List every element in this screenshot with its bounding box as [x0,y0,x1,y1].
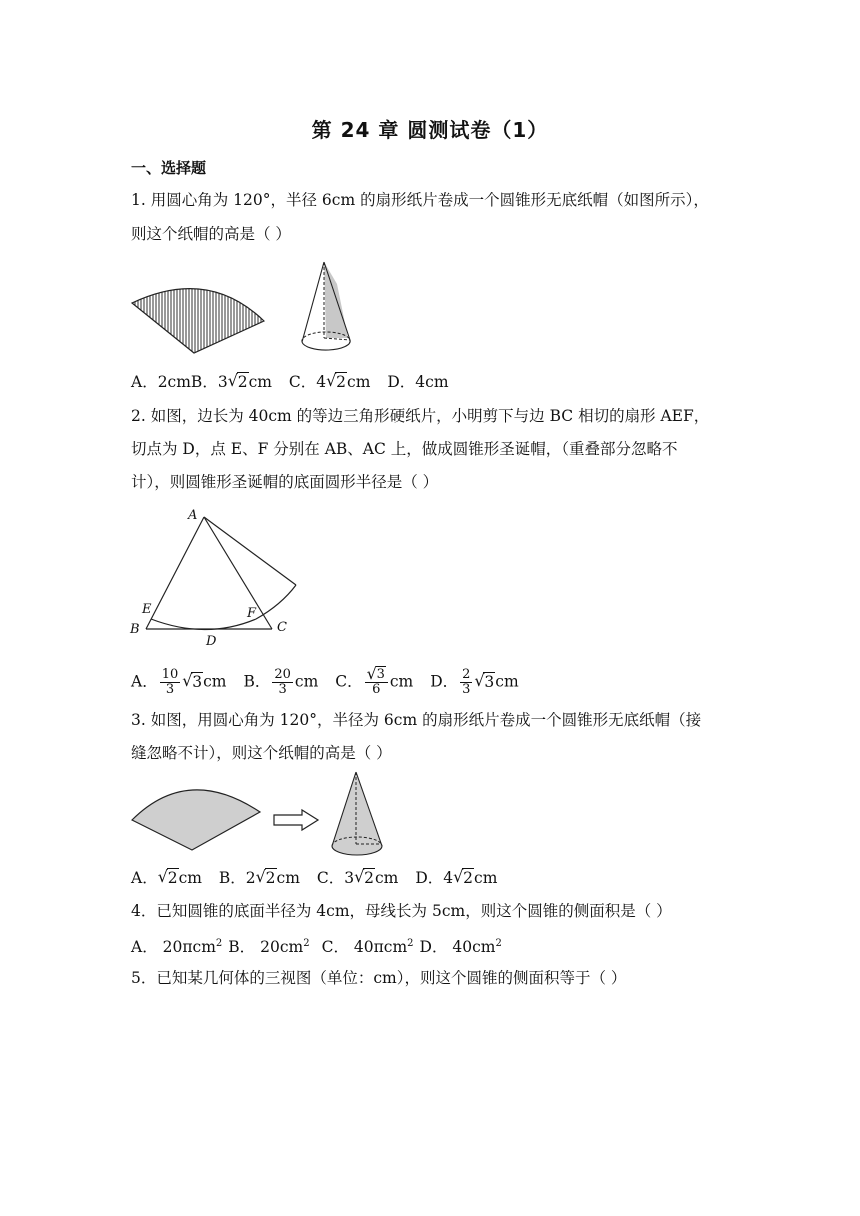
q4-options [131,934,502,957]
q2-option-d-sqrt: √ 3 [474,670,495,691]
q2-label-a: A [188,508,198,523]
q2-label-e: E [142,602,152,617]
q1-options [131,372,449,392]
page-title: 第 24 章 圆测试卷（1） [311,118,549,142]
q3-option-c-sqrt: √ 2 [354,867,374,887]
q3-stem-line1: 3. 如图，用圆心角为 120°，半径为 6cm 的扇形纸片卷成一个圆锥形无底纸帽（接 [131,711,702,729]
q3-option-c-coef: 3 [344,869,355,887]
section-heading: 一、选择题 [131,159,207,177]
q1-option-c-unit: cm [347,373,371,391]
q3-option-d-label: D． [415,869,444,887]
q2-option-a-label: A． [131,672,158,691]
q3-option-a-sqrt: √ 2 [157,867,178,887]
q3-options [131,868,497,888]
q2-option-a-fraction: $\frac{10}{3}$ [161,667,179,697]
q1-stem-line2: 则这个纸帽的高是（ ） [131,225,291,243]
q1-option-b-unit: cm [248,373,272,391]
q2-label-c: C [277,620,287,635]
q3-option-b-sqrt: √ 2 [255,867,276,887]
q2-option-c-unit: cm [389,672,414,691]
q1-option-b-coef: 3 [217,373,228,391]
q3-cone-figure [326,768,390,864]
q4-option-c: C． 40πcm$^2$ [321,938,414,957]
q1-option-a: A．2cmB． [131,373,218,391]
q2-option-a-sqrt: √ 3 [182,670,203,691]
q2-option-b-fraction: $\frac{20}{3}$ [274,667,291,697]
q2-option-b-unit: cm [294,672,319,691]
q2-option-d-label: D． [430,672,459,691]
q3-option-c-unit: cm [375,869,399,887]
q3-option-d-unit: cm [474,869,498,887]
q3-option-d-coef: 4 [443,869,454,887]
q5-stem: 5．已知某几何体的三视图（单位：cm），则这个圆锥的侧面积等于（ ） [131,969,627,987]
q2-stem-line2: 切点为 D，点 E、F 分别在 AB、AC 上，做成圆锥形圣诞帽，（重叠部分忽略不 [131,440,678,458]
q3-option-c-label: C． [316,869,345,887]
q3-option-a-unit: cm [178,869,202,887]
q3-option-b-coef: 2 [245,869,256,887]
q1-option-c-sqrt: √ 2 [326,371,347,391]
q2-stem-line1: 2. 如图，边长为 40cm 的等边三角形硬纸片，小明剪下与边 BC 相切的扇形 AEF， [131,407,710,425]
q2-label-d: D [206,634,217,649]
q2-option-b-label: B． [243,672,271,691]
q3-option-d-sqrt: √ 2 [453,867,474,887]
q4-option-b: B． $20cm^2$ [228,938,310,957]
q2-option-d-unit: cm [495,672,519,691]
q4-option-d: D． $40cm^2$ [419,938,502,957]
q1-option-c-coef: 4 [316,373,327,391]
q3-sector-figure [128,778,264,854]
q2-option-c-label: C． [335,672,363,691]
q1-option-d: D．4cm [387,373,449,391]
q4-option-a: A． 20πcm$^2$ [131,938,223,957]
q2-option-d-fraction: $\frac{2}{3}$ [462,667,471,697]
q2-stem-line3: 计），则圆锥形圣诞帽的底面圆形半径是（ ） [131,473,439,491]
q3-option-b-unit: cm [276,869,300,887]
q3-option-a-label: A． [131,869,158,887]
q4-stem: 4．已知圆锥的底面半径为 4cm，母线长为 5cm，则这个圆锥的侧面积是（ ） [131,902,672,920]
q1-option-b-sqrt: √ 2 [227,371,248,391]
q2-option-c-fraction: √ 3 6 [365,668,388,697]
q1-sector-figure [128,275,273,357]
q3-option-b-label: B． [218,869,246,887]
q2-label-f: F [247,606,257,621]
q2-triangle-sector-figure [126,505,306,650]
q2-label-b: B [130,622,140,637]
q2-options [131,664,519,697]
q1-cone-figure [296,258,358,358]
q1-option-c-label: C． [288,373,317,391]
q3-stem-line2: 缝忽略不计），则这个纸帽的高是（ ） [131,744,392,762]
q1-stem-line1: 1. 用圆心角为 120°，半径 6cm 的扇形纸片卷成一个圆锥形无底纸帽（如图所示）， [131,191,709,209]
q2-option-a-unit: cm [203,672,227,691]
arrow-right-icon [272,808,320,832]
